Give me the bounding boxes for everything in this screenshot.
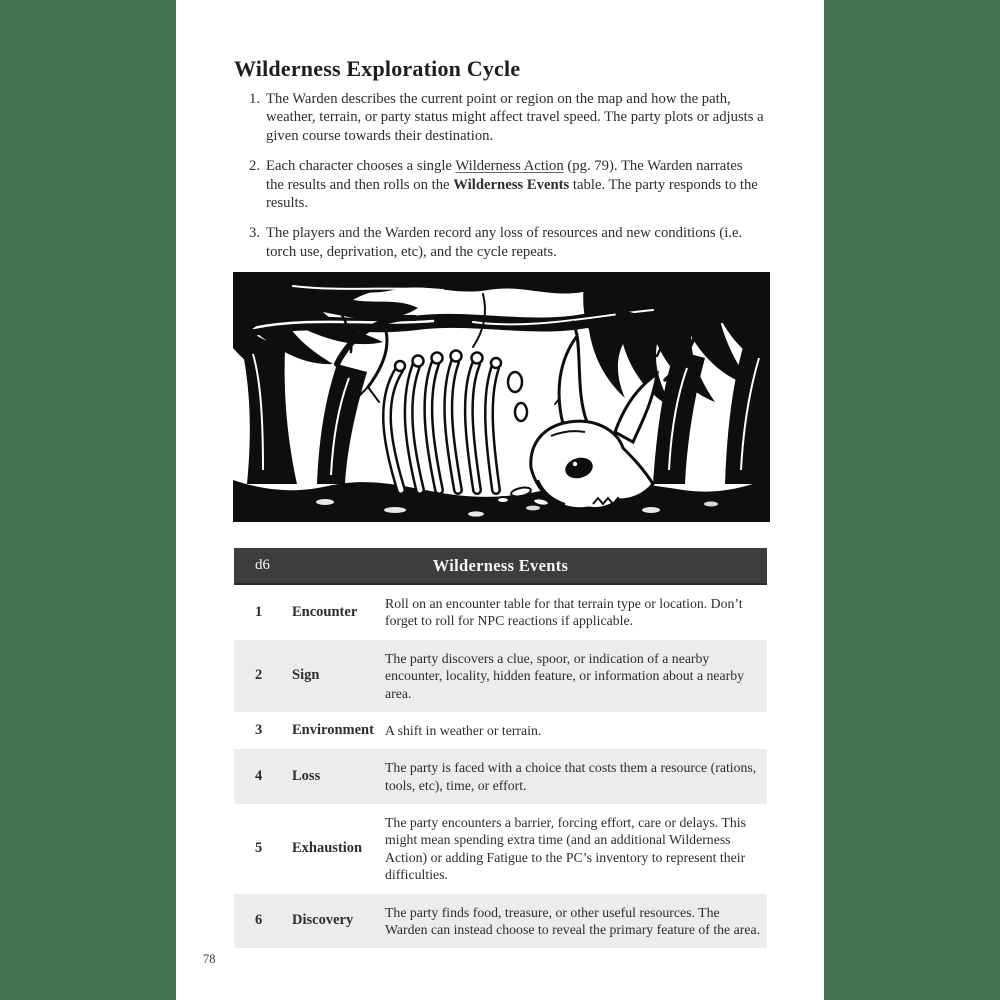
illustration-svg [233, 272, 770, 522]
events-table-body [234, 585, 767, 948]
row-roll: 3 [255, 722, 263, 739]
step-text [266, 90, 764, 145]
page-title: Wilderness Exploration Cycle [234, 56, 521, 81]
forest-skeleton-illustration [233, 272, 770, 522]
table-row [234, 640, 767, 712]
row-roll: 1 [255, 603, 263, 620]
list-item [234, 90, 764, 145]
page-number: 78 [203, 952, 216, 966]
row-description: The party encounters a barrier, forcing effort, care or delays. This might mean spending extra time (and an additional Wilderness Action) or adding Fatigue to the PC’s inventory to represent their difficulties. [385, 815, 746, 883]
row-roll: 4 [255, 768, 263, 785]
step-text [266, 224, 764, 261]
step-number: 2. [248, 158, 260, 175]
table-row [234, 749, 767, 804]
wilderness-events-table [234, 548, 767, 948]
table-row [234, 712, 767, 749]
wilderness-action-link[interactable]: Wilderness Action [455, 158, 564, 175]
table-header [234, 548, 767, 585]
row-description: A shift in weather or terrain. [385, 722, 542, 738]
text-segment: (pg. 79). The Warden narrates the results and then rolls on the [266, 158, 743, 193]
row-keyword: Loss [292, 768, 321, 785]
table-header-die: d6 [255, 557, 270, 573]
table-header-title: Wilderness Events [432, 556, 569, 575]
text-segment: Wilderness Events [453, 176, 570, 193]
text-segment: Each character chooses a single [266, 158, 456, 175]
list-item [234, 224, 764, 261]
row-description: The party discovers a clue, spoor, or indication of a nearby encounter, locality, hidden feature, or information about a nearby area. [385, 650, 745, 701]
row-roll: 6 [255, 912, 263, 929]
row-description: Roll on an encounter table for that terrain type or location. Don’t forget to roll for NPC reactions if applicable. [385, 596, 743, 629]
step-number: 3. [248, 225, 260, 242]
row-keyword: Sign [292, 667, 320, 684]
row-keyword: Discovery [292, 912, 354, 929]
text-segment: The players and the Warden record any loss of resources and new conditions (i.e. torch use, deprivation, etc), and the cycle repeats. [266, 225, 743, 260]
table-row [234, 894, 767, 949]
table-row [234, 585, 767, 640]
row-description: The party is faced with a choice that costs them a resource (rations, tools, etc), time, or effort. [385, 760, 757, 793]
row-keyword: Environment [292, 722, 374, 739]
list-item [234, 157, 764, 212]
row-keyword: Exhaustion [292, 840, 363, 857]
step-text [266, 157, 764, 212]
row-keyword: Encounter [292, 603, 358, 620]
row-roll: 2 [255, 667, 263, 684]
steps-list [234, 90, 764, 273]
text-segment: The Warden describes the current point or region on the map and how the path, weather, terrain, or party status might affect travel speed. The party plots or adjusts a given course towards their destination. [266, 91, 764, 144]
text-segment: table. The party responds to the results. [266, 176, 758, 211]
page [176, 0, 824, 1000]
row-roll: 5 [255, 840, 263, 857]
table-row [234, 804, 767, 894]
row-description: The party finds food, treasure, or other useful resources. The Warden can instead choose to reveal the primary feature of the area. [385, 904, 761, 937]
step-number: 1. [248, 91, 260, 107]
